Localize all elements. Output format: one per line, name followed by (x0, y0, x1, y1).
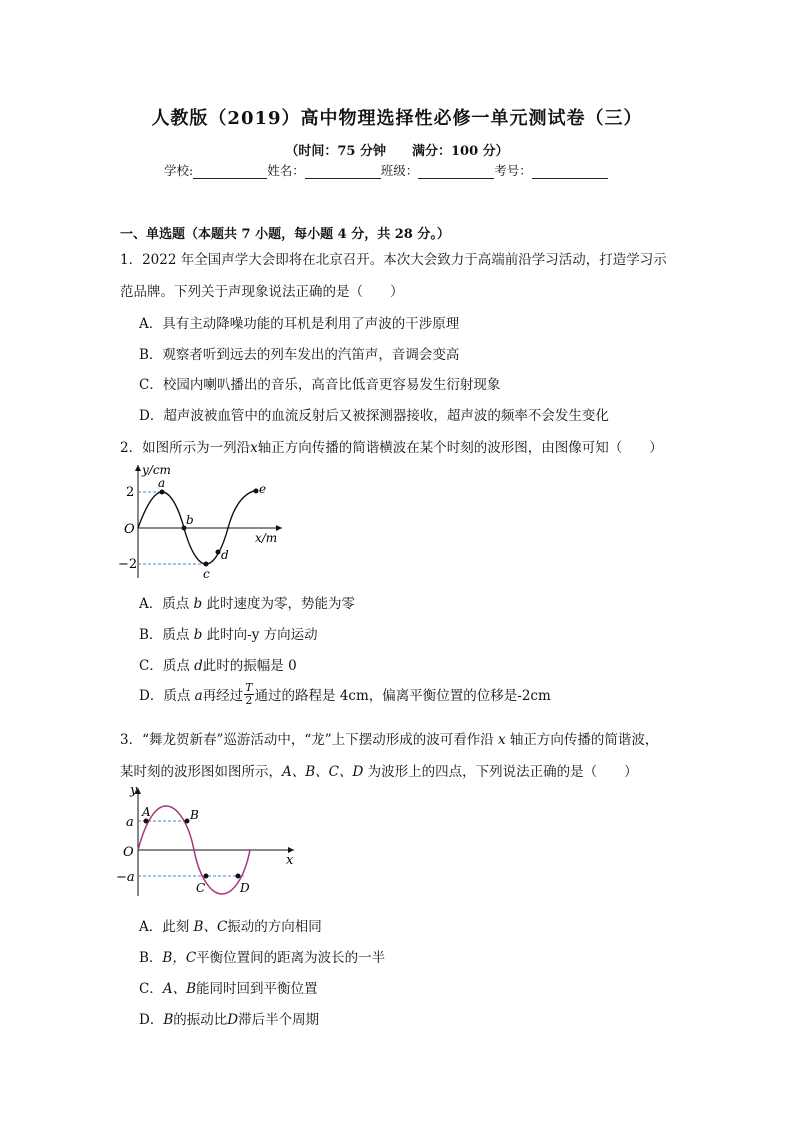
q3-label-C: C (196, 881, 206, 895)
q2-optD-var: a (194, 688, 203, 704)
q3-label-D: D (240, 881, 250, 895)
q3-option-a (139, 915, 322, 935)
q3-option-b (139, 946, 385, 966)
school-label: 学校: (164, 163, 194, 178)
q3-optA-text-a: A．此刻 (139, 919, 194, 935)
q2-optA-text-a: A．质点 (139, 596, 194, 612)
q2-optC-text-b: 此时的振幅是 0 (202, 658, 297, 674)
q2-optB-text-b: 此时向-y 方向运动 (202, 627, 318, 643)
q1-option-d: D．超声波被血管中的血流反射后又被探测器接收，超声波的频率不会发生变化 (139, 408, 609, 424)
q3-point-B (185, 819, 190, 824)
q3-stem-line2 (120, 760, 638, 780)
q2-label-a: a (158, 476, 166, 490)
q3-line1-text-b: 轴正方向传播的简谐波， (505, 732, 659, 748)
q2-optD-denominator: 2 (245, 694, 253, 707)
q3-option-d (139, 1008, 319, 1028)
q2-point-d (216, 550, 221, 555)
q3-line1-text-a: 3．“舞龙贺新春”巡游活动中，“龙”上下摆动形成的波可看作沿 (120, 732, 498, 748)
q3-optC-text-a: C． (139, 981, 163, 997)
q3-point-D (236, 874, 241, 879)
q3-wave-figure (110, 780, 310, 898)
q3-optA-vars: B、C (193, 919, 228, 935)
q3-y-label: y (130, 783, 138, 798)
section-heading: 一、单选题（本题共 7 小题，每小题 4 分，共 28 分。） (120, 227, 450, 242)
q3-optD-text-a: D． (139, 1012, 164, 1028)
q2-option-a (139, 592, 355, 612)
class-blank (418, 164, 494, 179)
q3-optC-vars: A、B (162, 981, 197, 997)
q2-tick-neg: −2 (118, 557, 138, 572)
q2-origin-label: O (124, 522, 135, 537)
q2-point-c (204, 562, 209, 567)
q2-optD-text-c: 通过的路程是 4cm，偏离平衡位置的位移是-2cm (254, 688, 551, 704)
name-label: 姓名： (267, 163, 305, 178)
q3-label-A: A (142, 805, 151, 819)
q2-stem-text-b: 轴正方向传播的简谐横波在某个时刻的波形图，由图像可知（ ） (257, 440, 663, 456)
q3-option-c (139, 977, 318, 997)
q3-optB-vars: B，C (162, 950, 197, 966)
q2-optA-var: b (193, 596, 203, 612)
q2-label-d: d (221, 548, 229, 562)
q2-point-a (160, 490, 165, 495)
q3-point-C (204, 874, 209, 879)
q2-tick-pos: 2 (126, 485, 135, 500)
q2-optC-text-a: C．质点 (139, 658, 195, 674)
q3-stem-line1 (120, 728, 658, 748)
q3-optD-text-b: 的振动比 (173, 1012, 228, 1028)
exam-subtitle: （时间：75 分钟 满分：100 分） (285, 144, 509, 159)
q2-optD-numerator: T (245, 681, 253, 694)
q1-stem-line2: 范品牌。下列关于声现象说法正确的是（ ） (120, 284, 404, 300)
q2-label-b: b (186, 513, 194, 527)
q2-y-label: y/cm (142, 463, 171, 477)
q3-optD-var1: B (163, 1012, 174, 1028)
q3-line2-text-b: 为波形上的四点，下列说法正确的是（ ） (363, 764, 638, 780)
q3-optC-text-b: 能同时回到平衡位置 (196, 981, 318, 997)
school-blank (193, 164, 267, 179)
q3-optB-text-b: 平衡位置间的距离为波长的一半 (196, 950, 386, 966)
q2-option-c (139, 654, 297, 674)
q2-wave-figure (110, 458, 300, 583)
q2-optD-fraction (244, 682, 253, 707)
q2-option-d (139, 681, 551, 709)
q1-stem-line1: 1．2022 年全国声学大会即将在北京召开。本次大会致力于高端前沿学习活动，打造学习示 (120, 252, 667, 268)
q3-tick-neg: −a (116, 870, 135, 885)
q2-optD-text-b: 再经过 (202, 688, 244, 704)
q3-optA-text-b: 振动的方向相同 (227, 919, 322, 935)
q3-label-B: B (190, 808, 199, 822)
q2-x-label: x/m (255, 531, 278, 545)
q3-optD-var2: D (227, 1012, 239, 1028)
q1-option-b: B．观察者听到远去的列车发出的汽笛声，音调会变高 (139, 347, 460, 363)
page-title: 人教版（2019）高中物理选择性必修一单元测试卷（三） (151, 108, 643, 129)
q3-tick-pos: a (126, 815, 134, 830)
q2-optD-text-a: D．质点 (139, 688, 195, 704)
q3-optB-text-a: B． (139, 950, 163, 966)
q2-optB-text-a: B．质点 (139, 627, 194, 643)
q2-label-c: c (203, 567, 210, 581)
q2-stem-var: x (250, 440, 258, 456)
q2-optB-var: b (193, 627, 203, 643)
id-label: 考号： (494, 163, 532, 178)
q2-stem-text-a: 2．如图所示为一列沿 (120, 440, 251, 456)
q3-line2-text-a: 某时刻的波形图如图所示， (120, 764, 282, 780)
q2-wave-curve (138, 490, 258, 564)
q2-point-e (254, 489, 259, 494)
q3-line1-var: x (498, 732, 506, 748)
q2-option-b (139, 623, 318, 643)
q3-origin-label: O (123, 845, 134, 860)
q3-line2-vars: A、B、C、D (282, 764, 364, 780)
q3-optD-text-c: 滞后半个周期 (238, 1012, 320, 1028)
q3-point-A (144, 819, 149, 824)
q1-option-c: C．校园内喇叭播出的音乐，高音比低音更容易发生衍射现象 (139, 377, 501, 393)
q2-optA-text-b: 此时速度为零，势能为零 (202, 596, 355, 612)
id-blank (532, 164, 608, 179)
q1-option-a: A．具有主动降噪功能的耳机是利用了声波的干涉原理 (139, 316, 460, 332)
q2-optC-var: d (194, 658, 203, 674)
student-info-line (164, 161, 608, 179)
q2-stem (120, 436, 663, 456)
q3-x-label: x (286, 853, 294, 868)
q2-label-e: e (259, 482, 267, 496)
class-label: 班级： (380, 163, 419, 178)
name-blank (305, 164, 381, 179)
